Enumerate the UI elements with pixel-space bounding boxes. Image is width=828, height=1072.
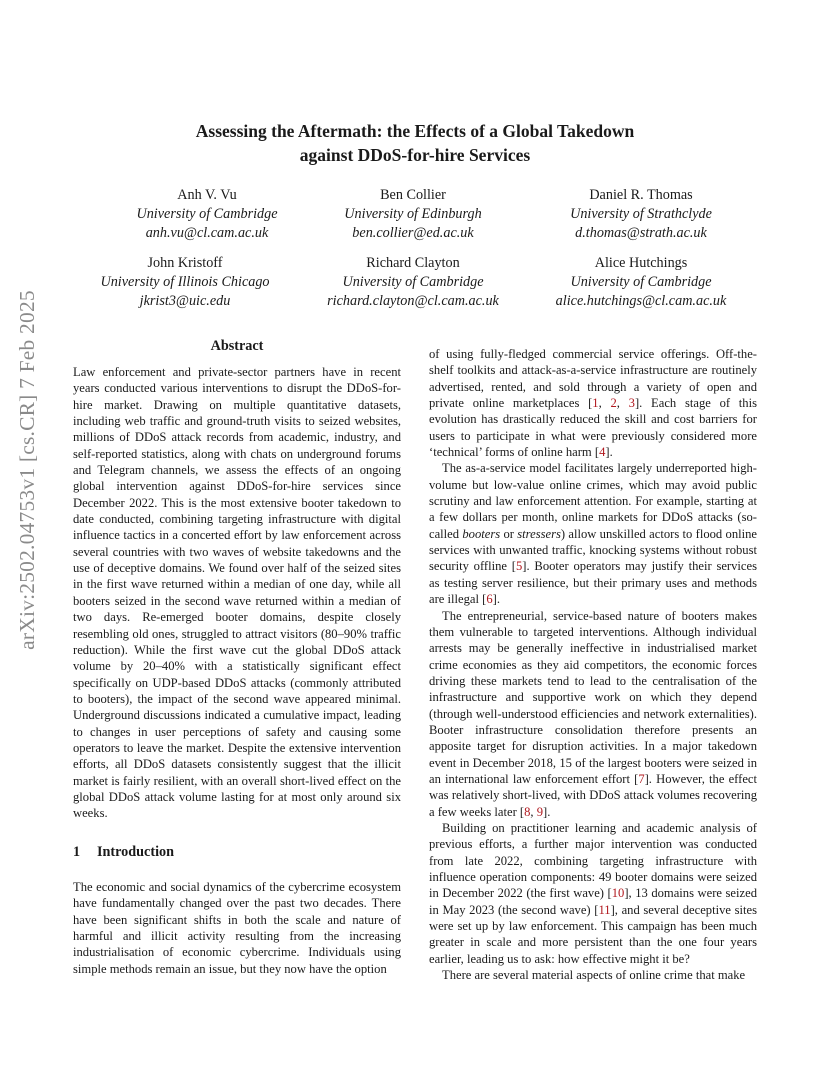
- author-name: Daniel R. Thomas: [589, 187, 693, 203]
- author-name: John Kristoff: [147, 255, 223, 271]
- author-affiliation: University of Edinburgh: [344, 206, 482, 222]
- citation-link[interactable]: 7: [638, 771, 645, 786]
- author-email: richard.clayton@cl.cam.ac.uk: [327, 293, 499, 309]
- author-affiliation: University of Cambridge: [136, 206, 278, 222]
- author-block: [288, 186, 538, 243]
- emphasis-term: booters: [462, 526, 501, 541]
- author-affiliation: University of Cambridge: [570, 274, 712, 290]
- abstract-body: [73, 364, 401, 822]
- citation-link[interactable]: 3: [628, 396, 635, 411]
- body-paragraph: The entrepreneurial, service-based nature of booters makes them vulnerable to targeted interventions. Although individual arrests may be generally ineffective in industrialised market crime economies as they aid competitors, the economic forces driving these markets tend to lead to the centralisation of the infrastructure and supportive work on which they depend (through well-understood efficiencies and network externalities). Booter infrastructure consolidation therefore presents an apposite target for disruption activities. In a major takedown event in December 2018, 15 of the largest booters were seized in an international law enforcement effort [7]. However, the effect was relatively short-lived, with DDoS attack volumes recovering a few weeks later [8, 9].: [429, 608, 757, 819]
- paper-title-line-2: against DDoS-for-hire Services: [299, 145, 531, 165]
- intro-paragraph: The economic and social dynamics of the cybercrime ecosystem have fundamentally changed over the past two decades. There have been significant shifts in both the scale and nature of harmful and illicit activity resulting from the increasing industrialisation of economic cybercrime. Individuals using simple methods remain an issue, but they now have the option: [73, 880, 401, 976]
- author-name: Ben Collier: [380, 187, 446, 203]
- abstract-paragraph: Law enforcement and private-sector partners have in recent years conducted various interventions to disrupt the DDoS-for-hire market. Drawing on multiple quantitative datasets, including web traffic and ground-truth visits to seized websites, millions of DDoS attack records from academic, industry, and self-reported statistics, along with chats on underground forums and Telegram channels, we assess the effects of an ongoing global intervention against DDoS-for-hire services since December 2022. This is the most extensive booter takedown to date conducted, combining targeting infrastructure with digital influence tactics in a concerted effort by law enforcement across several countries with two waves of website takedowns and the use of deceptive domains. We found over half of the seized sites in the first wave returned within a median of one day, while all booters seized in the second wave returned within a median of two days. Re-emerged booter domains, despite closely resembling old ones, struggled to attract visitors (80–90% traffic reduction). While the first wave cut the global DDoS attack volume by 20–40% with a statistically significant effect specifically on UDP-based DDoS attacks (commonly attributed to booters), the impact of the second wave appeared minimal. Underground discussions indicated a cumulative impact, leading to changes in user perceptions of safety and causing some operators to leave the market. Despite the extensive intervention efforts, all DDoS datasets consistently suggest that the illicit market is fairly resilient, with an overall short-lived effect on the global DDoS attack volume lasting for at most only around six weeks.: [73, 365, 401, 821]
- right-column-body: [429, 346, 757, 983]
- citation-link[interactable]: 5: [515, 559, 523, 574]
- author-email: ben.collier@ed.ac.uk: [352, 225, 474, 241]
- citation-link[interactable]: 11: [598, 902, 611, 917]
- author-name: Richard Clayton: [366, 255, 460, 271]
- citation-link[interactable]: 8: [524, 804, 531, 819]
- body-paragraph: The as-a-service model facilitates largely underreported high-volume but low-value online crimes, which may avoid public scrutiny and law enforcement attention. For example, starting at a few dollars per month, online markets for DDoS attacks (so-called booters or stressers) allow unskilled actors to flood online services with unwanted traffic, knocking systems without robust security offline [5]. Booter operators may justify their services as testing server resilience, but their primary uses and methods are illegal [6].: [429, 461, 757, 607]
- author-block: [60, 254, 310, 311]
- arxiv-identifier: arXiv:2502.04753v1 [cs.CR] 7 Feb 2025: [15, 290, 39, 650]
- body-paragraph: Building on practitioner learning and academic analysis of previous efforts, a further major intervention was conducted from late 2022, combining targeting infrastructure with influence operation components: 49 booter domains were seized in December 2022 (the first wave) [10], 13 domains were seized in May 2023 (the second wave) [11], and several deceptive sites were set up by law enforcement. This campaign has been much greater in scale and more persistent than the one four years earlier, leading us to ask: how effective might it be?: [429, 820, 757, 966]
- author-block: [288, 254, 538, 311]
- paper-title-line-1: Assessing the Aftermath: the Effects of a Global Takedown: [195, 121, 635, 141]
- author-name: Anh V. Vu: [177, 187, 237, 203]
- body-paragraph: of using fully-fledged commercial service offerings. Off-the-shelf toolkits and attack-as-a-service infrastructure are routinely advertised, rented, and sold through a variety of open and private online marketplaces [1, 2, 3]. Each stage of this evolution has drastically reduced the skill and cost barriers for users to participate in what were previously considered more ‘technical’ forms of online harm [4].: [429, 347, 758, 460]
- author-name: Alice Hutchings: [594, 255, 688, 271]
- section-title: Introduction: [97, 844, 174, 860]
- author-affiliation: University of Cambridge: [342, 274, 484, 290]
- introduction-body: [73, 879, 401, 977]
- author-affiliation: University of Strathclyde: [570, 206, 712, 222]
- author-email: jkrist3@uic.edu: [139, 293, 231, 309]
- author-email: anh.vu@cl.cam.ac.uk: [145, 225, 269, 241]
- author-affiliation: University of Illinois Chicago: [100, 274, 270, 290]
- abstract-heading: Abstract: [210, 338, 264, 354]
- citation-link[interactable]: 9: [536, 804, 543, 819]
- citation-link[interactable]: 6: [486, 592, 493, 607]
- section-heading-introduction: [73, 844, 174, 861]
- section-number: 1: [73, 844, 81, 860]
- author-email: alice.hutchings@cl.cam.ac.uk: [555, 293, 727, 309]
- body-paragraph: There are several material aspects of online crime that make: [442, 968, 746, 983]
- citation-link[interactable]: 10: [611, 886, 625, 901]
- citation-link[interactable]: 2: [610, 396, 617, 411]
- citation-link[interactable]: 4: [599, 445, 606, 460]
- author-block: [516, 254, 766, 311]
- author-email: d.thomas@strath.ac.uk: [575, 225, 707, 241]
- author-block: [516, 186, 766, 243]
- emphasis-term: stressers: [517, 526, 561, 541]
- citation-link[interactable]: 1: [592, 396, 599, 411]
- paper-title: [120, 119, 710, 167]
